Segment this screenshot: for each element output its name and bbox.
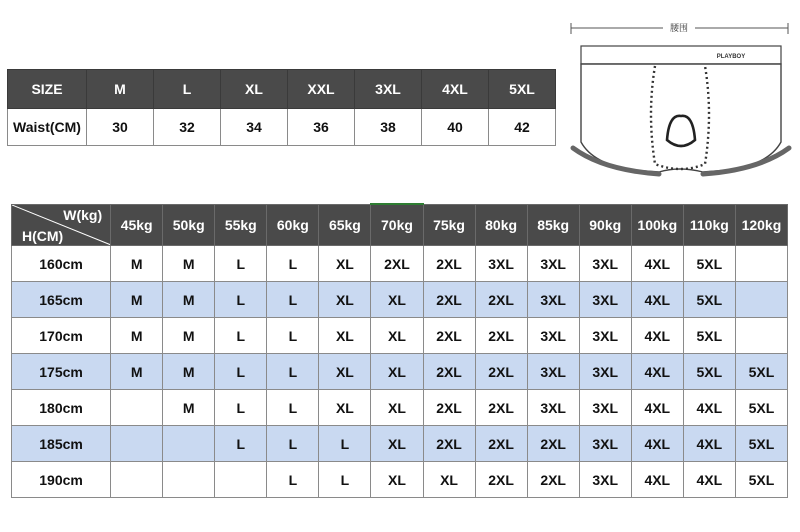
size-cell: 3XL [527,282,579,318]
size-cell: 4XL [683,390,735,426]
size-cell: 2XL [423,246,475,282]
height-label: 160cm [12,246,111,282]
size-cell: 4XL [631,426,683,462]
size-cell: M [163,246,215,282]
weight-label: 110kg [683,204,735,246]
size-cell: 3XL [527,354,579,390]
waist-value: 34 [221,109,288,146]
size-cell: 2XL [475,426,527,462]
weight-label: 65kg [319,204,371,246]
size-cell: 5XL [735,354,787,390]
size-chart-row [12,246,788,282]
waist-value: 32 [154,109,221,146]
size-cell: 5XL [683,246,735,282]
brand-label: PLAYBOY [716,54,746,60]
weight-label: 85kg [527,204,579,246]
size-cell [111,390,163,426]
size-cell: XL [319,318,371,354]
weight-label: 70kg [371,204,423,246]
size-cell: XL [371,462,423,498]
size-cell: 3XL [579,462,631,498]
size-cell [215,462,267,498]
size-cell: 2XL [423,390,475,426]
size-chart-body [12,246,788,498]
weight-label: 80kg [475,204,527,246]
size-cell: 4XL [683,426,735,462]
weight-label: 90kg [579,204,631,246]
size-label: 3XL [355,70,422,109]
size-cell: 5XL [735,426,787,462]
size-cell: 3XL [527,318,579,354]
size-cell [735,282,787,318]
corner-header-cell [12,204,111,246]
underwear-body [581,64,781,172]
size-cell: L [267,354,319,390]
size-chart-row [12,354,788,390]
size-cell: 3XL [527,390,579,426]
size-cell: 3XL [579,282,631,318]
weight-label: 45kg [111,204,163,246]
height-label: 175cm [12,354,111,390]
size-label: XL [221,70,288,109]
weight-label: 60kg [267,204,319,246]
size-cell: 5XL [683,354,735,390]
waist-value: 40 [422,109,489,146]
height-axis-label: H(CM) [22,228,64,244]
size-cell: 4XL [631,354,683,390]
size-cell [163,462,215,498]
size-label: 5XL [489,70,556,109]
weight-label: 50kg [163,204,215,246]
size-cell: XL [371,354,423,390]
underwear-illustration [563,14,795,194]
size-cell: 2XL [475,390,527,426]
size-cell [163,426,215,462]
size-cell: XL [319,246,371,282]
size-cell: M [163,318,215,354]
size-chart-row [12,462,788,498]
size-cell [735,318,787,354]
size-header-label: SIZE [8,70,87,109]
size-cell: 3XL [579,318,631,354]
waist-value: 36 [288,109,355,146]
waist-value: 42 [489,109,556,146]
waist-value: 30 [87,109,154,146]
size-cell: 3XL [579,354,631,390]
size-label: M [87,70,154,109]
size-cell: M [163,390,215,426]
height-label: 185cm [12,426,111,462]
size-cell: 4XL [631,282,683,318]
size-cell [111,426,163,462]
size-cell: 5XL [735,462,787,498]
waist-row-label: Waist(CM) [8,109,87,146]
size-cell: XL [423,462,475,498]
size-cell: 4XL [683,462,735,498]
size-cell: 5XL [683,282,735,318]
size-cell: 3XL [579,246,631,282]
size-cell: L [319,426,371,462]
size-cell: 4XL [631,318,683,354]
weight-header-row [12,204,788,246]
size-chart-row [12,426,788,462]
size-cell: 4XL [631,246,683,282]
size-cell: L [267,426,319,462]
size-cell: M [163,282,215,318]
size-cell: XL [319,390,371,426]
size-cell: L [319,462,371,498]
weight-label: 75kg [423,204,475,246]
waist-label: 腰围 [669,24,689,34]
size-cell: L [267,282,319,318]
size-cell: L [267,246,319,282]
size-cell: 5XL [735,390,787,426]
size-cell: 4XL [631,462,683,498]
size-cell: 2XL [423,282,475,318]
size-cell [111,462,163,498]
size-cell: L [215,354,267,390]
size-cell: XL [371,390,423,426]
size-cell: XL [319,282,371,318]
size-cell: 2XL [371,246,423,282]
size-cell: M [111,354,163,390]
weight-label: 120kg [735,204,787,246]
size-cell: M [111,318,163,354]
size-chart-row [12,318,788,354]
size-cell: M [163,354,215,390]
waist-size-table [7,69,556,146]
size-label: XXL [288,70,355,109]
size-cell: 2XL [423,318,475,354]
size-cell: 2XL [423,426,475,462]
size-label: 4XL [422,70,489,109]
size-cell [735,246,787,282]
size-label: L [154,70,221,109]
size-cell: 3XL [579,426,631,462]
height-label: 190cm [12,462,111,498]
size-cell: XL [371,426,423,462]
size-cell: 2XL [527,462,579,498]
height-label: 180cm [12,390,111,426]
size-cell: L [267,318,319,354]
weight-axis-label: W(kg) [63,206,103,223]
size-cell: 2XL [475,318,527,354]
size-chart-row [12,390,788,426]
size-chart-row [12,282,788,318]
size-cell: L [215,390,267,426]
weight-label: 55kg [215,204,267,246]
height-label: 170cm [12,318,111,354]
size-cell: 2XL [475,282,527,318]
size-cell: 4XL [631,390,683,426]
size-cell: XL [371,318,423,354]
size-cell: L [215,426,267,462]
size-cell: 3XL [527,246,579,282]
size-cell: 5XL [683,318,735,354]
waist-table-header-row [8,70,556,109]
size-cell: L [215,318,267,354]
size-cell: L [267,390,319,426]
size-cell: L [215,282,267,318]
size-cell: 2XL [475,462,527,498]
size-cell: 2XL [475,354,527,390]
waistband [581,46,781,64]
size-cell: M [111,246,163,282]
size-cell: 3XL [475,246,527,282]
size-cell: 2XL [423,354,475,390]
height-weight-size-chart [11,203,788,498]
size-cell: 3XL [579,390,631,426]
size-cell: XL [371,282,423,318]
size-cell: 2XL [527,426,579,462]
weight-label: 100kg [631,204,683,246]
size-cell: M [111,282,163,318]
size-cell: XL [319,354,371,390]
size-cell: L [215,246,267,282]
waist-value: 38 [355,109,422,146]
height-label: 165cm [12,282,111,318]
size-cell: L [267,462,319,498]
waist-table-value-row [8,109,556,146]
